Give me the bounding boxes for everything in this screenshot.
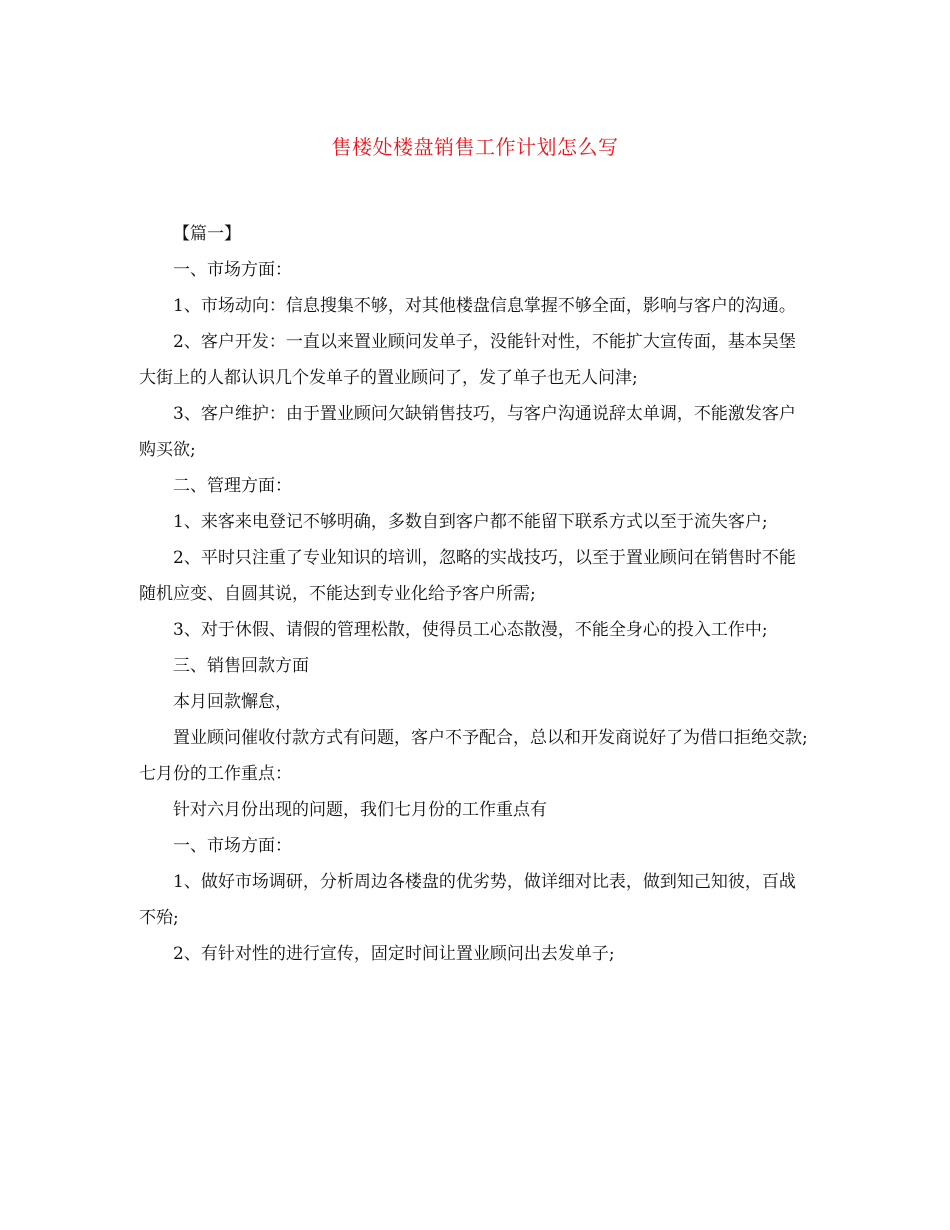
section-heading: 一、市场方面： xyxy=(173,260,292,280)
paragraph: 2、有针对性的进行宣传，固定时间让置业顾问出去发单子; xyxy=(173,944,615,964)
paragraph: 2、平时只注重了专业知识的培训，忽略的实战技巧，以至于置业顾问在销售时不能随机应变、自圆其说，不能达到专业化给予客户所需; xyxy=(139,548,796,604)
document-body xyxy=(139,216,811,972)
paragraph: 置业顾问催收付款方式有问题，客户不予配合，总以和开发商说好了为借口拒绝交款;七月份的工作重点： xyxy=(139,728,808,784)
paragraph: 1、市场动向：信息搜集不够，对其他楼盘信息掌握不够全面，影响与客户的沟通。 xyxy=(173,296,796,316)
paragraph: 1、做好市场调研，分析周边各楼盘的优劣势，做详细对比表，做到知己知彼，百战不殆; xyxy=(139,872,796,928)
paragraph: 本月回款懈怠， xyxy=(173,692,292,712)
paragraph: 1、来客来电登记不够明确，多数自到客户都不能留下联系方式以至于流失客户; xyxy=(173,512,768,532)
page-title: 售楼处楼盘销售工作计划怎么写 xyxy=(331,135,619,159)
paragraph: 3、对于休假、请假的管理松散，使得员工心态散漫，不能全身心的投入工作中; xyxy=(173,620,768,640)
paragraph: 针对六月份出现的问题，我们七月份的工作重点有 xyxy=(173,800,547,820)
section-heading: 三、销售回款方面 xyxy=(173,656,309,676)
section-label: 【篇一】 xyxy=(173,224,241,244)
paragraph: 2、客户开发：一直以来置业顾问发单子，没能针对性，不能扩大宣传面，基本吴堡大街上的人都认识几个发单子的置业顾问了，发了单子也无人问津; xyxy=(139,332,796,388)
paragraph: 3、客户维护：由于置业顾问欠缺销售技巧，与客户沟通说辞太单调，不能激发客户购买欲; xyxy=(139,404,796,460)
section-heading: 一、市场方面： xyxy=(173,836,292,856)
section-heading: 二、管理方面： xyxy=(173,476,292,496)
